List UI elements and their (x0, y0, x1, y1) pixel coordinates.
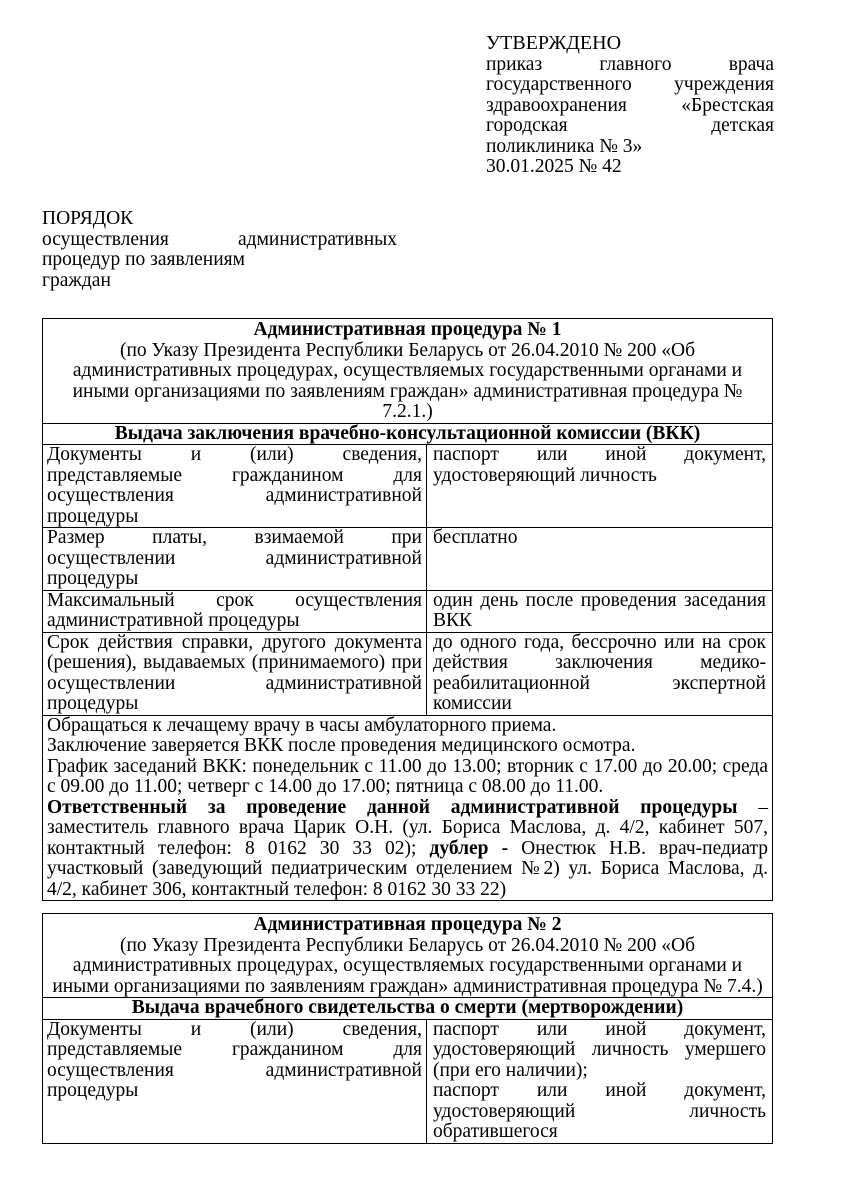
row-value: паспорт или иной документ, удостоверяющий личность (433, 444, 766, 486)
procedure-header (43, 914, 772, 998)
procedure-title: Административная процедура № 2 (253, 914, 562, 935)
row-label: Максимальный срок осуществления административной процедуры (43, 591, 427, 632)
note-line: Заключение заверяется ВКК после проведения медицинского осмотра. (47, 735, 636, 756)
row-label: Размер платы, взимаемой при осуществлении административной процедуры (43, 528, 427, 590)
approval-title: УТВЕРЖДЕНО (486, 32, 622, 54)
procedure-name: Выдача заключения врачебно-консультационной комиссии (ВКК) (43, 424, 772, 446)
row-value-part: паспорт или иной документ, удостоверяющий личность умершего (при его наличии); (433, 1018, 766, 1081)
notes-row (43, 716, 772, 901)
approval-line: приказ главного врача (486, 53, 774, 75)
order-subtitle-line: процедур по заявлениям (42, 249, 245, 270)
approval-stamp (486, 33, 774, 178)
approval-line: государственного учреждения (486, 74, 774, 95)
approval-line: поликлиника № 3» (486, 135, 643, 157)
order-title: ПОРЯДОК (42, 208, 134, 229)
table-row (43, 445, 772, 528)
backup-label: дублер - (429, 837, 509, 859)
order-heading (42, 209, 397, 291)
backup-text: Онестюк Н.В. врач-педиатр участковый (заведующий педиатрическим отделением №2) ул. Бориса Маслова, д. 4/2, кабинет 306, контактный телефон: 8 0162 30 33 22) (47, 837, 768, 900)
row-value: бесплатно (433, 527, 518, 548)
procedure-name: Выдача врачебного свидетельства о смерти (мертворождении) (43, 998, 772, 1020)
row-label: Документы и (или) сведения, представляемые гражданином для осуществления административной процедуры (43, 1020, 427, 1143)
table-row (43, 591, 772, 633)
table-row (43, 633, 772, 716)
responsible-text: – заместитель главного врача Царик О.Н. (ул. Бориса Маслова, д. 4/2, кабинет 507, контактный телефон: 8 0162 30 33 02); (47, 796, 768, 859)
row-label: Документы и (или) сведения, представляемые гражданином для осуществления административной процедуры (43, 445, 427, 527)
row-value (427, 1020, 772, 1143)
procedure-basis: (по Указу Президента Республики Беларусь от 26.04.2010 № 200 «Об административных процедурах, осуществляемых государственными органами и иными организациями по заявлениям граждан» административная процедура № 7.2.1.) (72, 339, 743, 422)
responsible-label: Ответственный за проведение данной административной процедуры (47, 796, 738, 818)
approval-date-number: 30.01.2025 № 42 (486, 156, 622, 177)
approval-line: городская детская (486, 115, 774, 136)
table-row (43, 1020, 772, 1143)
procedure-table-1 (42, 318, 773, 901)
approval-line: здравоохранения «Брестская (486, 94, 774, 116)
procedure-header (43, 319, 772, 424)
table-row (43, 528, 772, 591)
procedure-basis: (по Указу Президента Республики Беларусь от 26.04.2010 № 200 «Об административных процедурах, осуществляемых государственными органами и иными организациями по заявлениям граждан» административная процедура № 7.4.) (52, 934, 763, 997)
order-subtitle-line: осуществления административных (42, 228, 397, 250)
note-line: Обращаться к лечащему врачу в часы амбулаторного приема. (47, 714, 557, 736)
procedure-table-2 (42, 913, 773, 1144)
row-value-part: паспорт или иной документ, удостоверяющий личность обратившегося (433, 1080, 766, 1142)
row-value: до одного года, бессрочно или на срок действия заключения медико-реабилитационной экспертной комиссии (433, 631, 766, 714)
order-subtitle-line: граждан (42, 269, 111, 291)
procedure-notes (43, 716, 772, 901)
note-responsible (47, 798, 768, 901)
note-schedule: График заседаний ВКК: понедельник с 11.00 до 13.00; вторник с 17.00 до 20.00; среда с 09.00 до 11.00; четверг с 14.00 до 17.00; пятница с 08.00 до 11.00. (47, 755, 768, 797)
row-value: один день после проведения заседания ВКК (433, 589, 766, 631)
procedure-title: Административная процедура № 1 (253, 319, 562, 340)
row-label: Срок действия справки, другого документа (решения), выдаваемых (принимаемого) при осуществлении административной процедуры (43, 633, 427, 715)
